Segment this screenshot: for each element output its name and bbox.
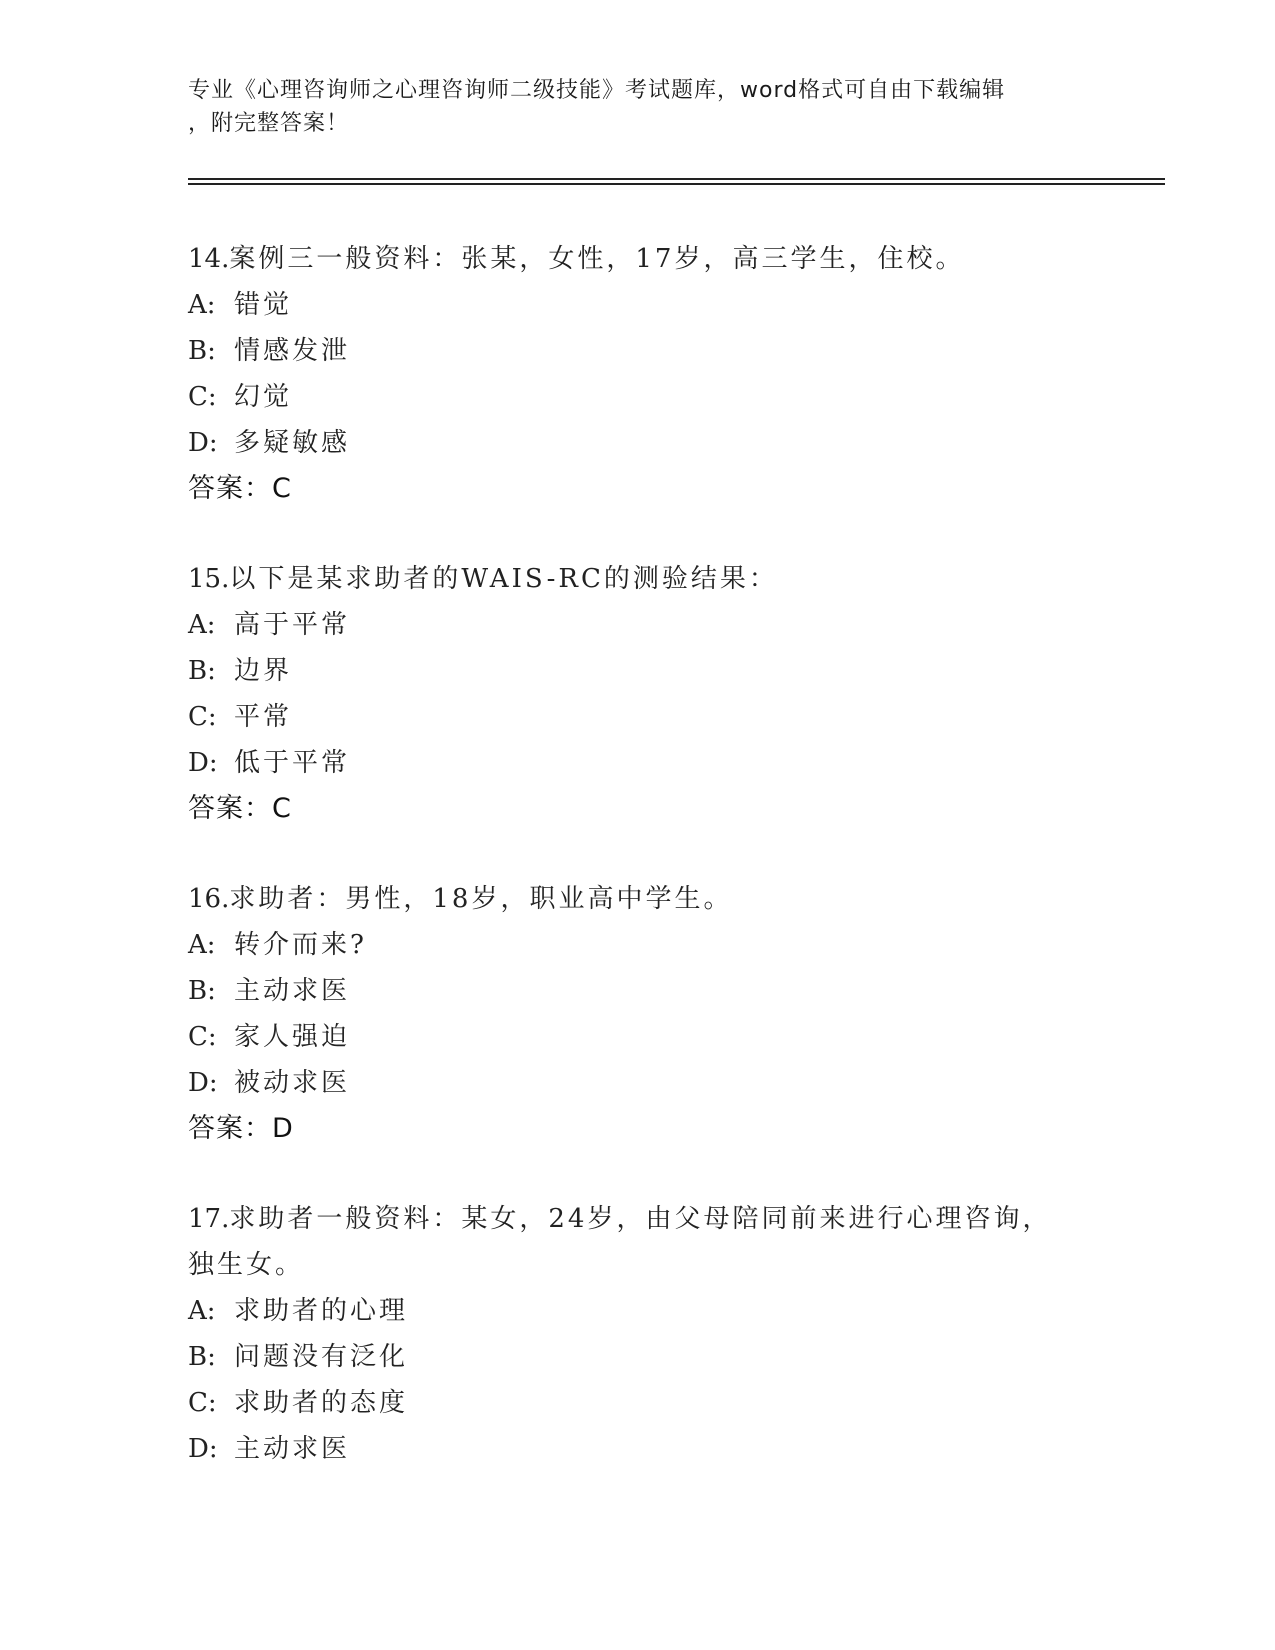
option-d (188, 1426, 1088, 1472)
option-a (188, 282, 1088, 328)
option-text: 边界 (234, 656, 293, 686)
option-text: 求助者的心理 (234, 1296, 409, 1326)
option-key: D: (188, 1068, 218, 1098)
option-key: C: (188, 702, 217, 732)
header-divider-bottom (188, 183, 1165, 185)
option-key: D: (188, 1434, 218, 1464)
option-a (188, 602, 1088, 648)
option-key: C: (188, 1388, 217, 1418)
option-key: B: (188, 656, 216, 686)
option-key: B: (188, 336, 216, 366)
option-text: 问题没有泛化 (234, 1342, 409, 1372)
question-stem (188, 556, 1088, 602)
header-line-1: 专业《心理咨询师之心理咨询师二级技能》考试题库，word格式可自由下载编辑 (188, 78, 1006, 103)
option-key: A: (188, 930, 216, 960)
option-b (188, 1334, 1088, 1380)
option-key: B: (188, 1342, 216, 1372)
question-number: 14. (188, 244, 230, 274)
option-key: D: (188, 428, 218, 458)
option-c (188, 374, 1088, 420)
question-number: 15. (188, 564, 230, 594)
option-b (188, 648, 1088, 694)
question-text: 案例三一般资料：张某，女性，17岁，高三学生，住校。 (229, 244, 965, 274)
option-b (188, 968, 1088, 1014)
question-14 (188, 236, 1088, 512)
question-number: 16. (188, 884, 230, 914)
option-text: 主动求医 (234, 976, 351, 1006)
option-text: 转介而来? (234, 930, 367, 960)
option-key: C: (188, 382, 217, 412)
question-stem (188, 1196, 1068, 1288)
option-text: 幻觉 (234, 382, 293, 412)
answer-line: 答案：C (188, 473, 292, 504)
option-text: 平常 (234, 702, 293, 732)
option-text: 家人强迫 (234, 1022, 351, 1052)
option-c (188, 694, 1088, 740)
question-stem (188, 876, 1088, 922)
header-divider-top (188, 178, 1165, 180)
option-key: D: (188, 748, 218, 778)
option-d (188, 420, 1088, 466)
answer-line: 答案：C (188, 793, 292, 824)
question-17 (188, 1196, 1088, 1472)
question-list (188, 236, 1088, 1516)
option-c (188, 1380, 1088, 1426)
option-text: 高于平常 (234, 610, 351, 640)
question-16 (188, 876, 1088, 1152)
option-text: 被动求医 (234, 1068, 351, 1098)
option-d (188, 740, 1088, 786)
option-key: A: (188, 1296, 216, 1326)
question-text: 以下是某求助者的WAIS-RC的测验结果： (229, 564, 778, 594)
option-d (188, 1060, 1088, 1106)
option-key: C: (188, 1022, 217, 1052)
option-key: A: (188, 610, 216, 640)
question-number: 17. (188, 1204, 230, 1234)
option-b (188, 328, 1088, 374)
document-header (188, 74, 1068, 140)
question-text: 求助者：男性，18岁，职业高中学生。 (229, 884, 733, 914)
answer-line: 答案：D (188, 1113, 294, 1144)
question-stem (188, 236, 1088, 282)
question-15 (188, 556, 1088, 832)
option-text: 情感发泄 (234, 336, 351, 366)
option-c (188, 1014, 1088, 1060)
option-a (188, 922, 1088, 968)
header-line-2: ，附完整答案！ (188, 111, 350, 136)
option-a (188, 1288, 1088, 1334)
option-text: 主动求医 (234, 1434, 351, 1464)
option-text: 低于平常 (234, 748, 351, 778)
option-key: B: (188, 976, 216, 1006)
option-text: 多疑敏感 (234, 428, 351, 458)
option-text: 求助者的态度 (234, 1388, 409, 1418)
option-key: A: (188, 290, 216, 320)
question-text: 求助者一般资料：某女，24岁，由父母陪同前来进行心理咨询，独生女。 (188, 1204, 1052, 1280)
option-text: 错觉 (234, 290, 293, 320)
